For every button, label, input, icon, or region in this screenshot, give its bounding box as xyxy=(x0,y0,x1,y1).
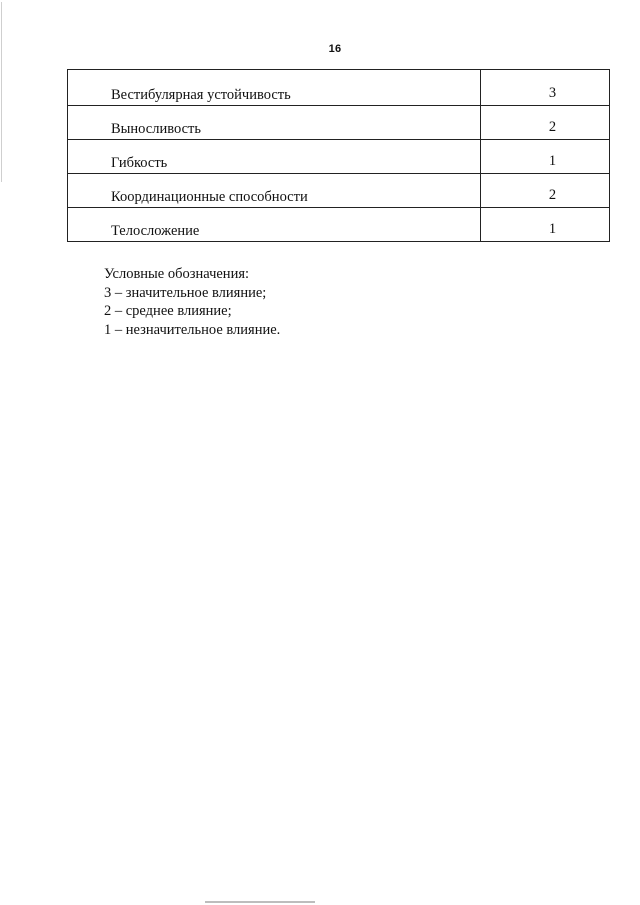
scan-edge-bottom xyxy=(205,901,315,903)
table-cell-value: 2 xyxy=(481,174,610,208)
table-cell-label: Гибкость xyxy=(68,140,481,174)
legend-title: Условные обозначения: xyxy=(104,266,250,282)
legend-item: 1 – незначительное влияние. xyxy=(104,321,281,338)
table-row xyxy=(68,140,610,174)
table-cell-label: Координационные способности xyxy=(68,174,481,208)
table-cell-label: Выносливость xyxy=(68,106,481,140)
table-cell-value: 1 xyxy=(481,208,610,242)
table-cell-label: Вестибулярная устойчивость xyxy=(68,70,481,106)
table-cell-value: 3 xyxy=(481,70,610,106)
legend-item: 2 – среднее влияние; xyxy=(104,303,232,319)
influence-table xyxy=(67,69,610,242)
legend xyxy=(104,265,280,339)
table-row xyxy=(68,106,610,140)
table-row xyxy=(68,70,610,106)
scan-edge-left xyxy=(1,2,2,182)
legend-item: 3 – значительное влияние; xyxy=(104,284,267,301)
table-row xyxy=(68,208,610,242)
table-cell-label: Телосложение xyxy=(68,208,481,242)
table-cell-value: 2 xyxy=(481,106,610,140)
table-row xyxy=(68,174,610,208)
table-cell-value: 1 xyxy=(481,140,610,174)
page-number: 16 xyxy=(328,43,342,55)
